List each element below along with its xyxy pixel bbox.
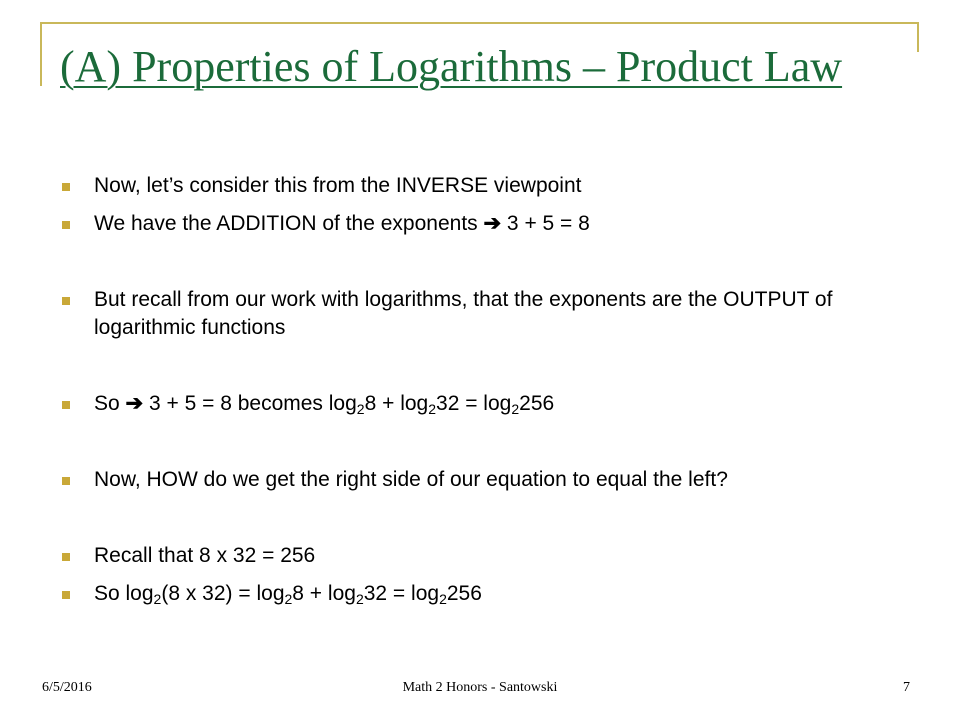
- bullet-text: But recall from our work with logarithms, that the exponents are the OUTPUT of logarithmic functions: [94, 288, 833, 339]
- bullet-marker: [62, 401, 70, 409]
- bullet-text: 8 + log: [292, 582, 356, 605]
- footer-page-number: 7: [903, 680, 910, 695]
- frame-left-line: [40, 22, 42, 86]
- subscript: 2: [284, 591, 293, 607]
- bullet-marker: [62, 297, 70, 305]
- bullet-item: [62, 210, 922, 238]
- bullet-marker: [62, 183, 70, 191]
- right-arrow-icon: ➔: [483, 212, 502, 235]
- bullet-text: 32 = log: [363, 582, 440, 605]
- subscript: 2: [511, 401, 520, 417]
- bullet-text: We have the ADDITION of the exponents: [94, 212, 484, 235]
- bullet-text: 3 + 5 = 8 becomes log: [143, 392, 357, 415]
- subscript: 2: [355, 591, 364, 607]
- bullet-text: (8 x 32) = log: [161, 582, 285, 605]
- bullet-text: 3 + 5 = 8: [501, 212, 590, 235]
- bullet-item: [62, 580, 922, 608]
- subscript: 2: [428, 401, 437, 417]
- footer-date: 6/5/2016: [42, 680, 92, 695]
- bullet-text: 32 = log: [436, 392, 512, 415]
- frame-top-line: [40, 22, 918, 24]
- bullet-item: [62, 542, 922, 570]
- bullet-item: [62, 390, 922, 418]
- bullet-marker: [62, 221, 70, 229]
- bullet-text: So: [94, 392, 126, 415]
- footer-course: Math 2 Honors - Santowski: [402, 680, 558, 695]
- bullet-marker: [62, 553, 70, 561]
- bullet-text: 256: [446, 582, 482, 605]
- bullet-text: Now, HOW do we get the right side of our equation to equal the left?: [94, 468, 728, 491]
- bullet-text: So log: [94, 582, 154, 605]
- slide-title: (A) Properties of Logarithms – Product Law: [60, 42, 843, 91]
- subscript: 2: [356, 401, 365, 417]
- subscript: 2: [439, 591, 447, 607]
- bullet-item: [62, 466, 922, 494]
- bullet-text: 8 + log: [364, 392, 429, 415]
- bullet-item: [62, 172, 922, 200]
- right-arrow-icon: ➔: [125, 392, 144, 415]
- bullet-text: Now, let’s consider this from the INVERSE viewpoint: [94, 174, 582, 197]
- subscript: 2: [153, 591, 162, 607]
- bullet-item: [62, 286, 922, 342]
- bullet-marker: [62, 591, 70, 599]
- bullet-text: 256: [519, 392, 555, 415]
- bullet-marker: [62, 477, 70, 485]
- bullet-list: [62, 172, 922, 618]
- bullet-text: Recall that 8 x 32 = 256: [94, 544, 316, 567]
